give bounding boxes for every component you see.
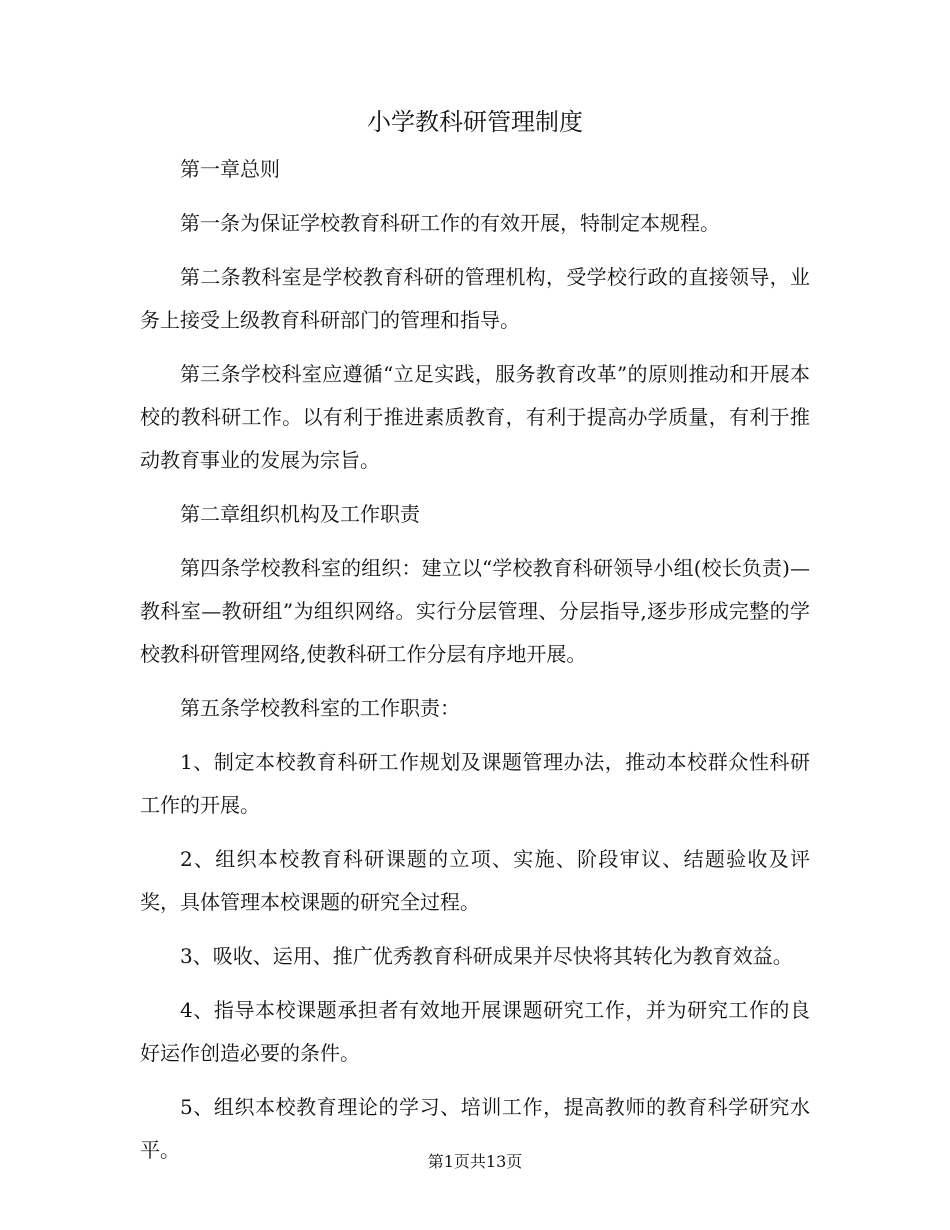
- article-paragraph: 第三条学校科室应遵循“立足实践，服务教育改革”的原则推动和开展本校的教科研工作。以有利于推进素质教育，有利于提高办学质量，有利于推动教育事业的发展为宗旨。: [140, 362, 810, 472]
- list-item: 1、制定本校教育科研工作规划及课题管理办法，推动本校群众性科研工作的开展。: [140, 750, 810, 817]
- article-paragraph: 第五条学校教科室的工作职责：: [180, 696, 460, 720]
- article-paragraph: 第四条学校教科室的组织：建立以“学校教育科研领导小组(校长负责)—教科室—教研组”为组织网络。实行分层管理、分层指导,逐步形成完整的学校教科研管理网络,使教科研工作分层有序地开展。: [140, 556, 810, 666]
- article-paragraph: 第一条为保证学校教育科研工作的有效开展，特制定本规程。: [180, 211, 720, 235]
- chapter-heading: 第二章组织机构及工作职责: [180, 502, 420, 526]
- document-body: [140, 148, 810, 1183]
- document-title: 小学教科研管理制度: [367, 108, 583, 136]
- list-item: 2、组织本校教育科研课题的立项、实施、阶段审议、结题验收及评奖，具体管理本校课题的研究全过程。: [140, 847, 810, 914]
- list-item: 3、吸收、运用、推广优秀教育科研成果并尽快将其转化为教育效益。: [180, 944, 793, 968]
- article-paragraph: 第二条教科室是学校教育科研的管理机构，受学校行政的直接领导，业务上接受上级教育科研部门的管理和指导。: [140, 265, 810, 332]
- list-item: 5、组织本校教育理论的学习、培训工作，提高教师的教育科学研究水平。: [140, 1095, 810, 1162]
- list-item: 4、指导本校课题承担者有效地开展课题研究工作，并为研究工作的良好运作创造必要的条件。: [140, 998, 810, 1065]
- page-number-footer: 第1页共13页: [427, 1152, 523, 1171]
- chapter-heading: 第一章总则: [180, 157, 280, 181]
